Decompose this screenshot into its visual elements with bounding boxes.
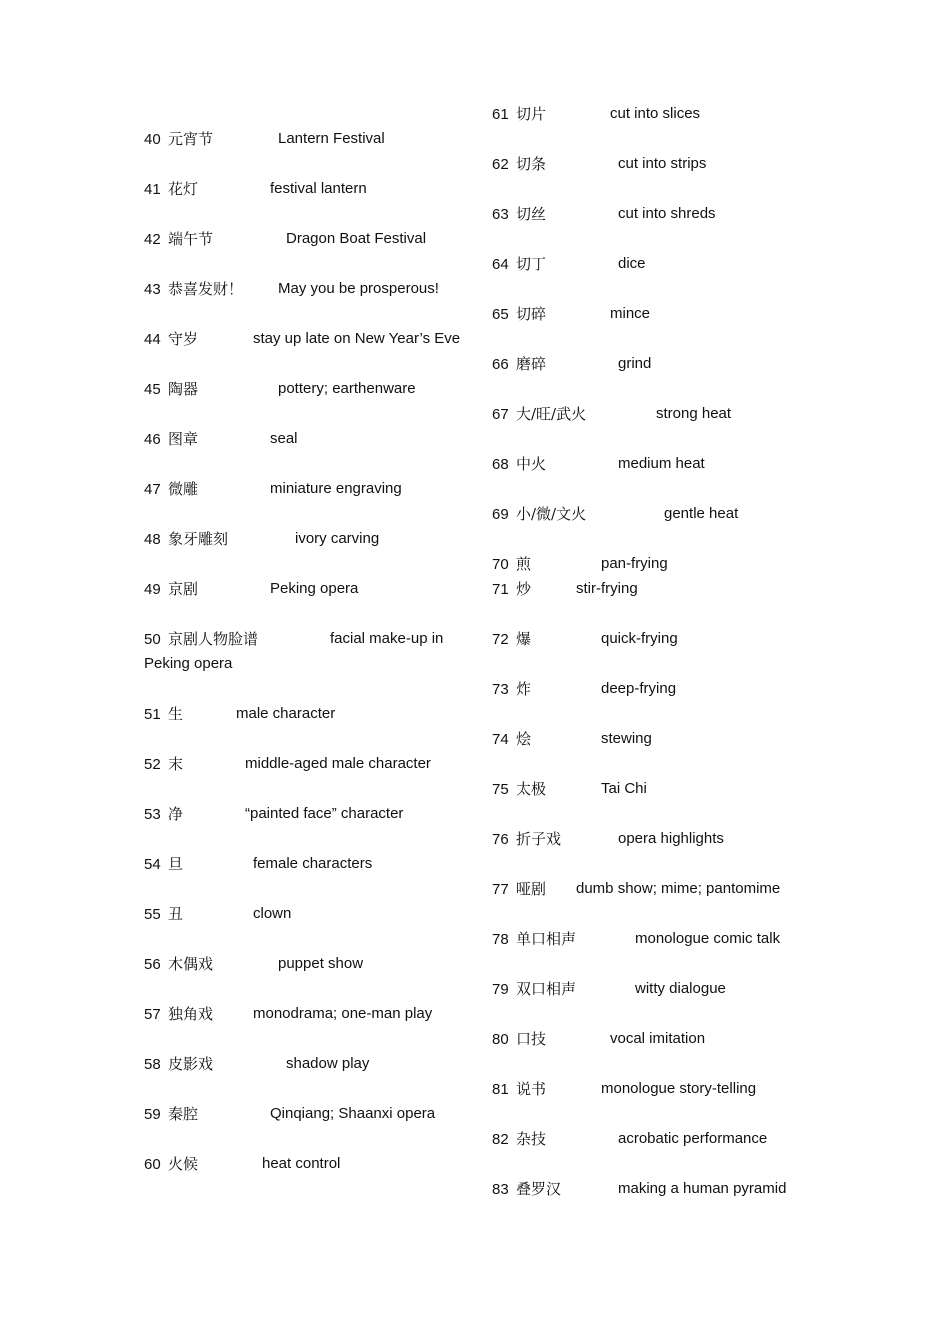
english-translation-continued: Peking opera [144, 655, 233, 672]
english-translation: strong heat [656, 405, 732, 422]
glossary-entry [144, 378, 416, 401]
chinese-term: 端午节 [168, 230, 214, 248]
english-translation: monodrama; one-man play [253, 1005, 433, 1022]
glossary-entry [144, 528, 380, 551]
entry-number: 52 [144, 756, 161, 773]
chinese-term: 烩 [516, 730, 532, 748]
english-translation: miniature engraving [270, 480, 402, 497]
english-translation: Tai Chi [601, 780, 647, 797]
english-translation: pan-frying [601, 555, 668, 572]
english-translation: May you be prosperous! [278, 280, 439, 297]
glossary-entry [144, 578, 359, 601]
chinese-term: 守岁 [168, 330, 199, 348]
glossary-entry [144, 753, 431, 776]
entry-number: 83 [492, 1181, 509, 1198]
entry-number: 55 [144, 906, 161, 923]
english-translation: deep-frying [601, 680, 677, 697]
glossary-entry [492, 553, 668, 576]
entry-number: 41 [144, 181, 161, 198]
chinese-term: 磨碎 [516, 355, 547, 373]
chinese-term: 双口相声 [516, 980, 577, 998]
chinese-term: 炒 [516, 580, 532, 598]
glossary-entry [492, 103, 701, 126]
english-translation: stir-frying [576, 580, 638, 597]
entry-number: 81 [492, 1081, 509, 1098]
entry-number: 58 [144, 1056, 161, 1073]
english-translation: opera highlights [618, 830, 724, 847]
english-translation: ivory carving [295, 530, 380, 547]
entry-number: 45 [144, 381, 161, 398]
entry-number: 61 [492, 106, 509, 123]
english-translation: mince [610, 305, 651, 322]
glossary-entry [492, 1178, 787, 1201]
chinese-term: 杂技 [516, 1130, 547, 1148]
entry-number: 47 [144, 481, 161, 498]
glossary-entry [492, 353, 652, 376]
entry-number: 69 [492, 506, 509, 523]
english-translation: male character [236, 705, 336, 722]
chinese-term: 煎 [516, 555, 532, 573]
english-translation: stewing [601, 730, 652, 747]
chinese-term: 折子戏 [516, 830, 562, 848]
glossary-entry [492, 928, 781, 951]
glossary-entry [492, 678, 677, 701]
english-translation: gentle heat [664, 505, 739, 522]
chinese-term: 爆 [516, 630, 532, 648]
chinese-term: 净 [168, 805, 184, 823]
glossary-entry [144, 1053, 370, 1076]
chinese-term: 末 [168, 755, 184, 773]
chinese-term: 秦腔 [168, 1105, 199, 1123]
glossary-entry [492, 203, 716, 226]
chinese-term: 花灯 [168, 180, 199, 198]
entry-number: 66 [492, 356, 509, 373]
english-translation: dice [618, 255, 646, 272]
glossary-entry [492, 503, 739, 526]
entry-number: 62 [492, 156, 509, 173]
glossary-entry [492, 578, 638, 601]
english-translation: “painted face” character [245, 805, 404, 822]
glossary-entry [144, 628, 444, 672]
english-translation: Dragon Boat Festival [286, 230, 427, 247]
glossary-entry [144, 178, 367, 201]
entry-number: 80 [492, 1031, 509, 1048]
chinese-term: 切碎 [516, 305, 547, 323]
glossary-entry [492, 1078, 757, 1101]
glossary-entry [144, 1153, 341, 1176]
glossary-entry [492, 728, 652, 751]
entry-number: 48 [144, 531, 161, 548]
glossary-entry [144, 803, 404, 826]
glossary-entry [492, 153, 707, 176]
english-translation: monologue story-telling [601, 1080, 757, 1097]
glossary-entry [144, 478, 402, 501]
chinese-term: 切丁 [516, 255, 547, 273]
glossary-entry [144, 278, 439, 301]
entry-number: 57 [144, 1006, 161, 1023]
entry-number: 77 [492, 881, 509, 898]
english-translation: seal [270, 430, 298, 447]
chinese-term: 京剧人物脸谱 [168, 630, 259, 648]
chinese-term: 恭喜发财！ [168, 280, 244, 298]
english-translation: shadow play [286, 1055, 370, 1072]
entry-number: 44 [144, 331, 161, 348]
entry-number: 51 [144, 706, 161, 723]
english-translation: monologue comic talk [635, 930, 781, 947]
entry-number: 78 [492, 931, 509, 948]
chinese-term: 微雕 [168, 480, 199, 498]
chinese-term: 说书 [516, 1080, 547, 1098]
entry-number: 64 [492, 256, 509, 273]
english-translation: cut into strips [618, 155, 707, 172]
entry-number: 59 [144, 1106, 161, 1123]
english-translation: facial make-up in [330, 630, 444, 647]
entry-number: 63 [492, 206, 509, 223]
chinese-term: 炸 [516, 680, 532, 698]
glossary-entry [492, 828, 724, 851]
glossary-entry [144, 903, 292, 926]
entry-number: 56 [144, 956, 161, 973]
entry-number: 74 [492, 731, 509, 748]
glossary-entry [492, 628, 678, 651]
entry-number: 50 [144, 631, 161, 648]
entry-number: 76 [492, 831, 509, 848]
english-translation: witty dialogue [635, 980, 726, 997]
glossary-entry [492, 453, 705, 476]
glossary-entry [144, 128, 385, 151]
english-translation: cut into shreds [618, 205, 716, 222]
entry-number: 67 [492, 406, 509, 423]
english-translation: vocal imitation [610, 1030, 706, 1047]
chinese-term: 木偶戏 [168, 955, 214, 973]
chinese-term: 小/微/文火 [516, 505, 587, 523]
glossary-entry [492, 878, 781, 901]
entry-number: 42 [144, 231, 161, 248]
glossary-entry [492, 1028, 706, 1051]
chinese-term: 中火 [516, 455, 547, 473]
english-translation: dumb show; mime; pantomime [576, 880, 781, 897]
glossary-entry [144, 228, 427, 251]
chinese-term: 元宵节 [168, 130, 214, 148]
chinese-term: 切条 [516, 155, 547, 173]
english-translation: heat control [262, 1155, 341, 1172]
entry-number: 82 [492, 1131, 509, 1148]
glossary-entry [144, 428, 298, 451]
english-translation: pottery; earthenware [278, 380, 416, 397]
entry-number: 75 [492, 781, 509, 798]
english-translation: clown [253, 905, 292, 922]
english-translation: quick-frying [601, 630, 678, 647]
glossary-entry [144, 703, 336, 726]
english-translation: festival lantern [270, 180, 367, 197]
glossary-entry [144, 1003, 433, 1026]
chinese-term: 单口相声 [516, 930, 577, 948]
chinese-term: 切丝 [516, 205, 547, 223]
chinese-term: 旦 [168, 855, 184, 873]
entry-number: 72 [492, 631, 509, 648]
entry-number: 71 [492, 581, 509, 598]
glossary-entry [492, 1128, 768, 1151]
english-translation: making a human pyramid [618, 1180, 787, 1197]
chinese-term: 口技 [516, 1030, 547, 1048]
entry-number: 49 [144, 581, 161, 598]
chinese-term: 图章 [168, 430, 199, 448]
chinese-term: 大/旺/武火 [516, 405, 587, 423]
glossary-entry [144, 328, 461, 351]
chinese-term: 独角戏 [168, 1005, 214, 1023]
entry-number: 46 [144, 431, 161, 448]
glossary-entry [492, 303, 651, 326]
chinese-term: 京剧 [168, 580, 199, 598]
entry-number: 60 [144, 1156, 161, 1173]
entry-number: 68 [492, 456, 509, 473]
english-translation: cut into slices [610, 105, 701, 122]
english-translation: grind [618, 355, 652, 372]
chinese-term: 丑 [168, 905, 184, 923]
chinese-term: 叠罗汉 [516, 1180, 562, 1198]
glossary-entry [144, 953, 364, 976]
entry-number: 73 [492, 681, 509, 698]
english-translation: Qinqiang; Shaanxi opera [270, 1105, 436, 1122]
chinese-term: 哑剧 [516, 880, 547, 898]
glossary-entry [492, 403, 732, 426]
glossary-entry [492, 978, 726, 1001]
glossary-entry [144, 1103, 436, 1126]
glossary-entry [144, 853, 373, 876]
chinese-term: 火候 [168, 1155, 199, 1173]
chinese-term: 皮影戏 [168, 1055, 214, 1073]
entry-number: 79 [492, 981, 509, 998]
english-translation: Lantern Festival [278, 130, 385, 147]
chinese-term: 陶器 [168, 380, 199, 398]
glossary-entry [492, 778, 647, 801]
entry-number: 70 [492, 556, 509, 573]
glossary-entry [492, 253, 646, 276]
english-translation: Peking opera [270, 580, 359, 597]
entry-number: 43 [144, 281, 161, 298]
entry-number: 54 [144, 856, 161, 873]
entry-number: 53 [144, 806, 161, 823]
chinese-term: 切片 [516, 105, 547, 123]
chinese-term: 生 [168, 705, 184, 723]
entry-number: 40 [144, 131, 161, 148]
chinese-term: 太极 [516, 780, 547, 798]
english-translation: stay up late on New Year’s Eve [253, 330, 461, 347]
english-translation: puppet show [278, 955, 364, 972]
entry-number: 65 [492, 306, 509, 323]
chinese-term: 象牙雕刻 [168, 530, 229, 548]
english-translation: middle-aged male character [245, 755, 431, 772]
english-translation: acrobatic performance [618, 1130, 768, 1147]
english-translation: medium heat [618, 455, 705, 472]
english-translation: female characters [253, 855, 373, 872]
